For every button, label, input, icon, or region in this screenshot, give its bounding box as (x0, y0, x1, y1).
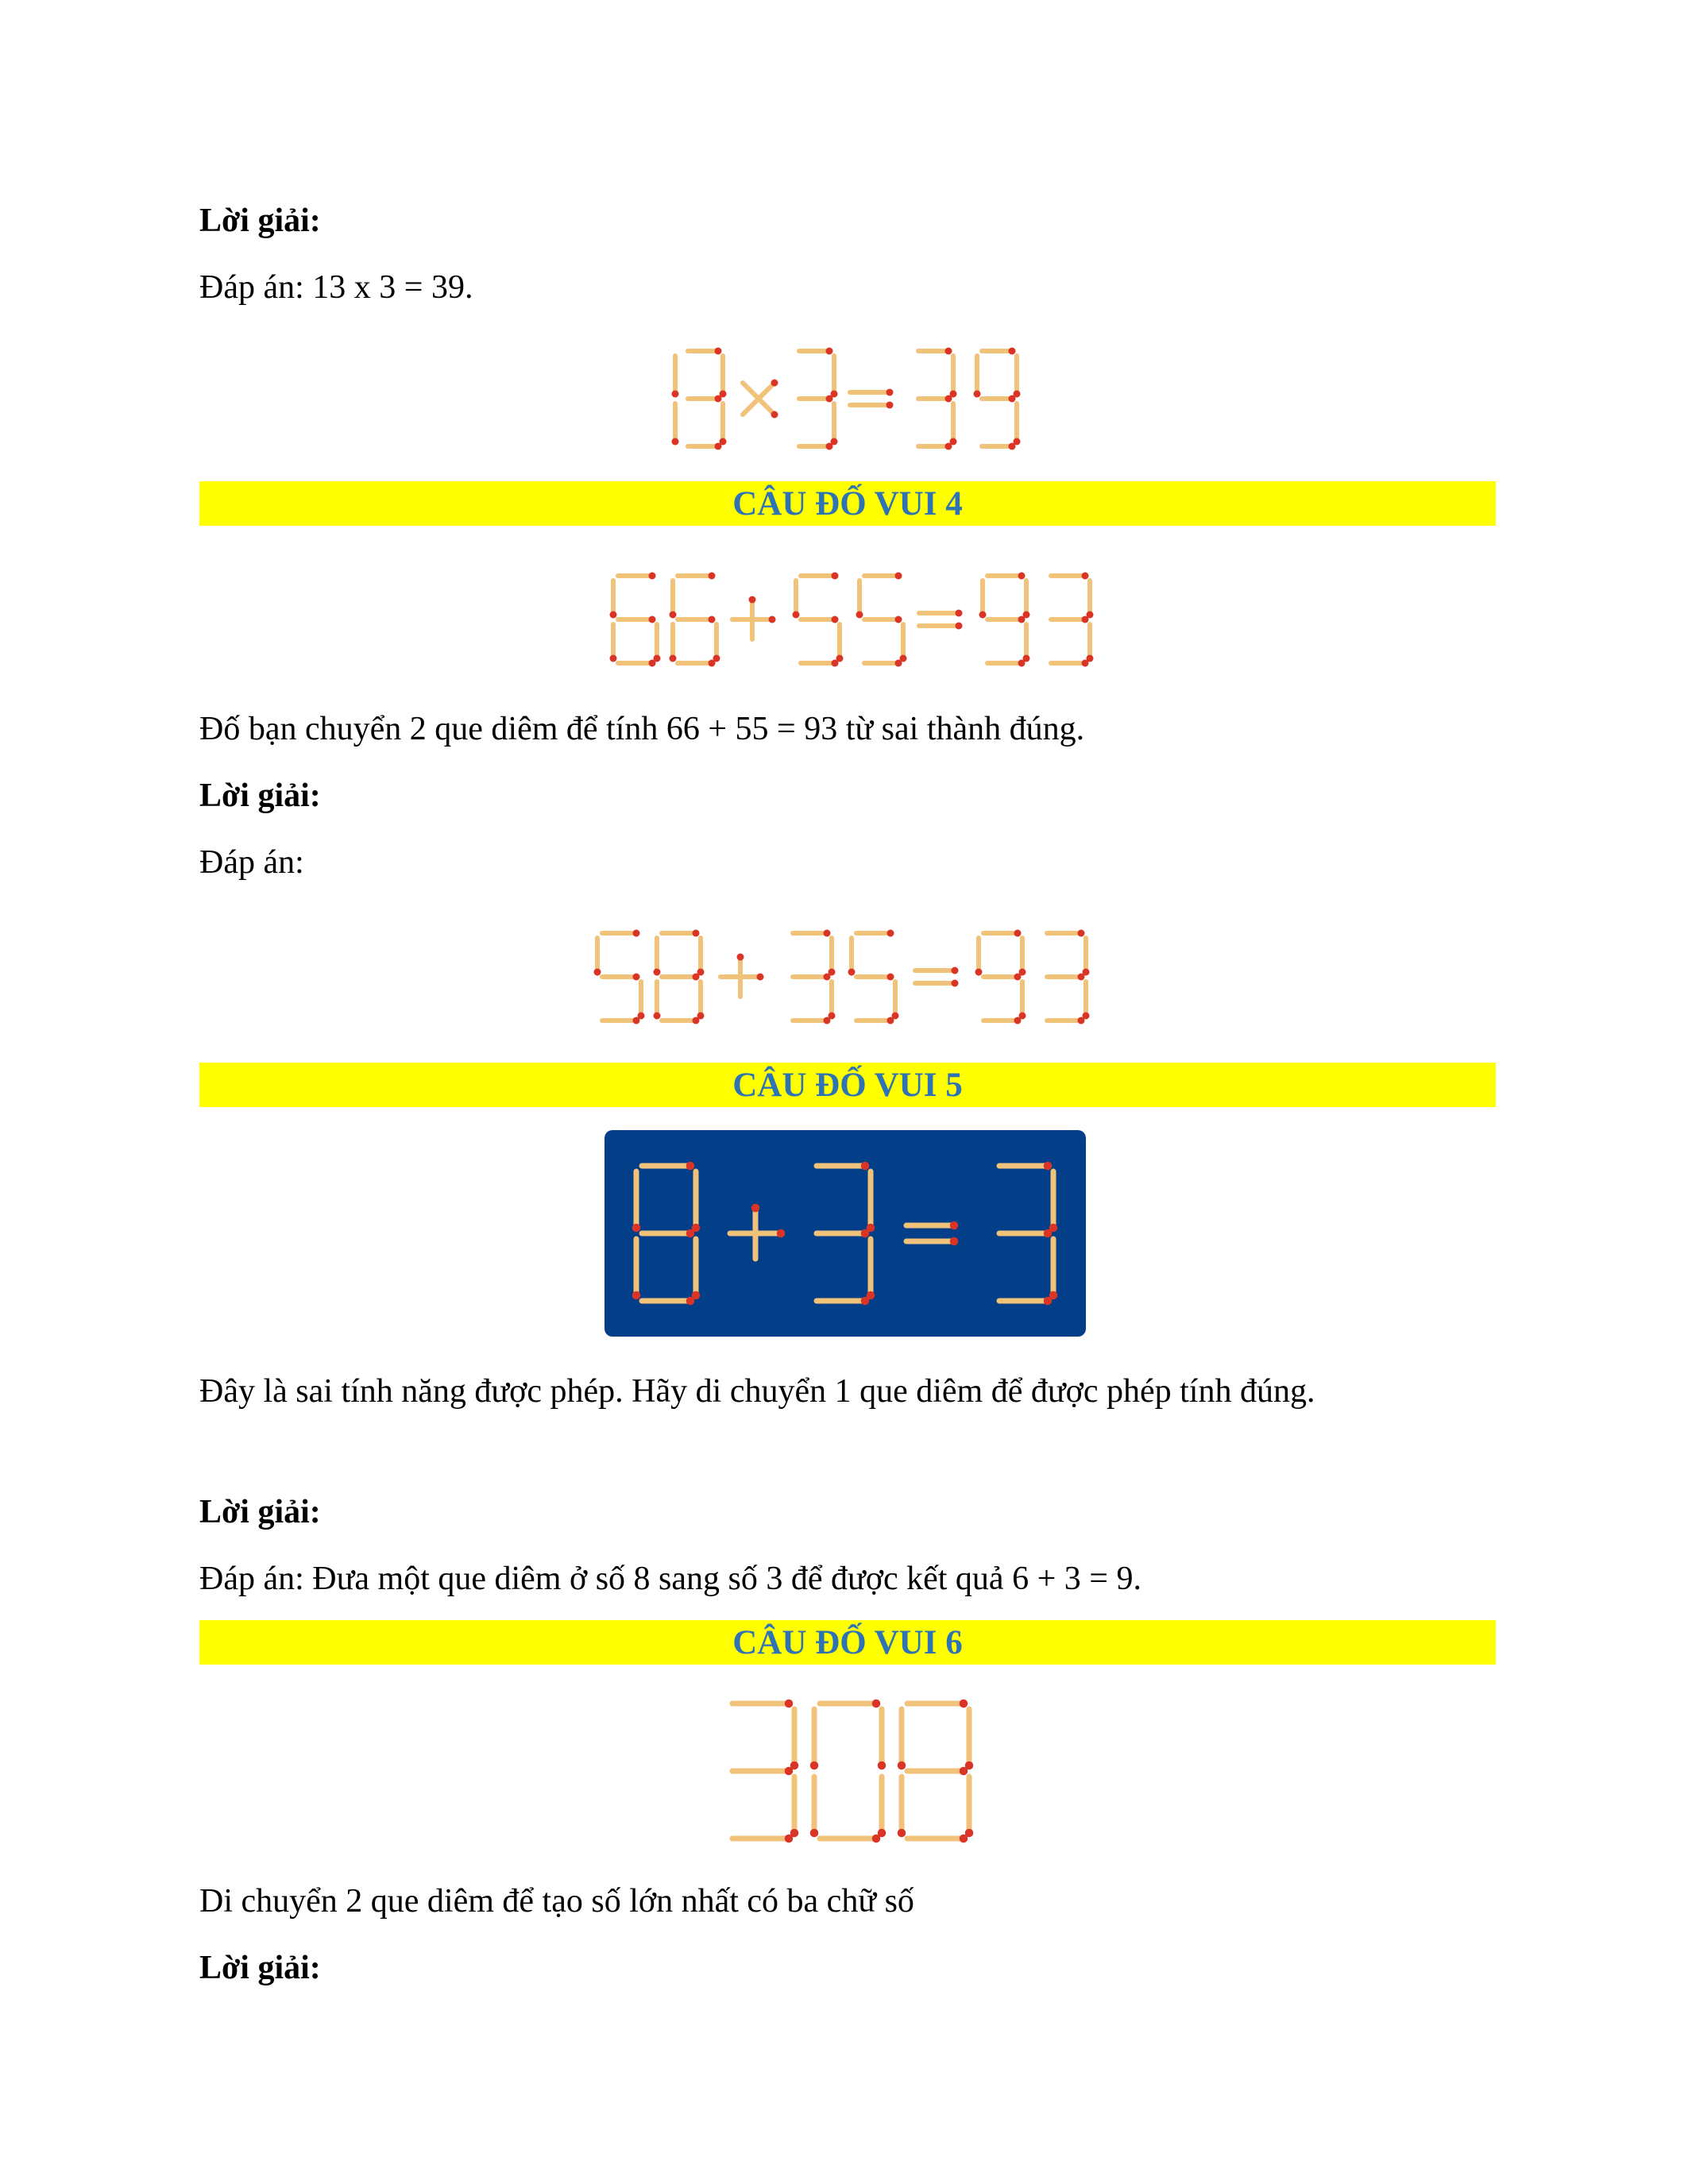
digit-3-match-head (715, 396, 722, 403)
equals-match-head (956, 623, 963, 630)
digit-9-match-head (1018, 573, 1026, 580)
digit-9-match-head (1014, 1017, 1022, 1024)
digit-5-match-head (887, 930, 894, 937)
digit-3-match-head (1082, 616, 1089, 623)
digit-8-match-head (632, 1291, 641, 1300)
digit-6-match-head (670, 612, 677, 619)
digit-3-match-head (861, 1162, 870, 1171)
digit-9-match-head (1014, 930, 1022, 937)
digit-3-match-head (1078, 930, 1085, 937)
digit-3-match-head (826, 443, 833, 450)
digit-9-match-head (1014, 974, 1022, 981)
plus-match-head (757, 974, 764, 981)
digit-5-match-head (895, 616, 902, 623)
digit-1-match-head (672, 391, 679, 398)
digit-5-match-head (633, 1017, 640, 1024)
digit-9-match-head (979, 612, 987, 619)
digit-3-match-head (861, 1297, 870, 1306)
puzzle-4-title: CÂU ĐỐ VUI 4 (199, 481, 1496, 526)
puzzle-5-title: CÂU ĐỐ VUI 5 (199, 1063, 1496, 1107)
digit-8-match-head (898, 1761, 906, 1770)
digit-8-match-head (960, 1835, 968, 1843)
digit-5-match-head (895, 573, 902, 580)
digit-9-match-head (1018, 660, 1026, 667)
digit-8-match-head (686, 1162, 695, 1171)
digit-3-match-head (1078, 1017, 1085, 1024)
digit-0-match-head (872, 1835, 881, 1843)
digit-8-match-head (654, 1013, 661, 1020)
digit-5-match-head (793, 612, 800, 619)
digit-5-match-head (895, 660, 902, 667)
digit-5-match-head (887, 1017, 894, 1024)
puzzle-4-answer-label: Đáp án: (199, 844, 304, 881)
digit-6-match-head (610, 655, 617, 662)
digit-3-match-head (824, 974, 831, 981)
equals-match-head (952, 967, 959, 974)
digit-3-match-head (824, 1017, 831, 1024)
digit-9-match-head (975, 969, 983, 976)
digit-3-match-head (715, 443, 722, 450)
digit-3-match-head (1078, 974, 1085, 981)
digit-3-match-head (1044, 1162, 1053, 1171)
digit-3-match-head (1044, 1229, 1053, 1238)
digit-5-match-head (832, 616, 839, 623)
digit-1-match-head (672, 438, 679, 446)
digit-8-match-head (960, 1767, 968, 1776)
digit-9-match-head (1018, 616, 1026, 623)
digit-9-match-head (1009, 348, 1016, 355)
digit-5-match-head (832, 660, 839, 667)
plus-match-head (737, 954, 744, 961)
equals-match-head (952, 980, 959, 987)
answer-text: Đáp án: 13 x 3 = 39. (199, 269, 473, 306)
digit-0-match-head (810, 1761, 819, 1770)
equals-match-head (950, 1237, 959, 1246)
digit-6-match-head (709, 573, 716, 580)
digit-8-match-head (686, 1297, 695, 1306)
digit-5-match-head (856, 612, 863, 619)
digit-3-match-head (826, 396, 833, 403)
matchstick-figure-58+35-93 (589, 921, 1106, 1032)
digit-3-match-head (945, 348, 952, 355)
digit-6-match-head (649, 616, 656, 623)
times-match-head (771, 411, 778, 419)
digit-5-match-head (832, 573, 839, 580)
digit-3-match-head (824, 930, 831, 937)
digit-9-match-head (974, 391, 981, 398)
matchstick-figure-13x3-39 (651, 343, 1033, 454)
digit-8-match-head (693, 930, 700, 937)
digit-0-match-head (878, 1761, 886, 1770)
puzzle-6-solution-label: Lời giải: (199, 1950, 321, 1986)
digit-3-match-head (1044, 1297, 1053, 1306)
digit-5-match-head (887, 974, 894, 981)
equals-match-head (886, 402, 894, 409)
digit-9-match-head (1009, 396, 1016, 403)
digit-9-match-head (1009, 443, 1016, 450)
digit-5-match-head (633, 930, 640, 937)
puzzle-6-title: CÂU ĐỐ VUI 6 (199, 1620, 1496, 1665)
digit-6-match-head (713, 655, 720, 662)
digit-3-match-head (826, 348, 833, 355)
plus-match-head (769, 616, 776, 623)
puzzle-5-question: Đây là sai tính năng được phép. Hãy di chuyển 1 que diêm để được phép tính đúng. (199, 1373, 1315, 1410)
plus-match-head (777, 1229, 786, 1238)
equals-match-head (950, 1221, 959, 1230)
digit-5-match-head (633, 974, 640, 981)
digit-8-match-head (654, 969, 661, 976)
digit-3-match-head (1082, 660, 1089, 667)
digit-8-match-head (693, 974, 700, 981)
puzzle-6-question: Di chuyển 2 que diêm để tạo số lớn nhất có ba chữ số (199, 1883, 914, 1920)
digit-3-match-head (861, 1229, 870, 1238)
digit-6-match-head (649, 573, 656, 580)
puzzle-4-question: Đố bạn chuyển 2 que diêm để tính 66 + 55 = 93 từ sai thành đúng. (199, 711, 1085, 747)
digit-5-match-head (848, 969, 856, 976)
digit-8-match-head (960, 1700, 968, 1708)
matchstick-figure-66+55-93 (597, 564, 1106, 675)
digit-3-match-head (715, 348, 722, 355)
puzzle-5-solution-label: Lời giải: (199, 1494, 321, 1530)
puzzle-4-solution-label: Lời giải: (199, 778, 321, 814)
digit-6-match-head (670, 655, 677, 662)
digit-6-match-head (709, 616, 716, 623)
digit-8-match-head (632, 1224, 641, 1233)
solution-label: Lời giải: (199, 203, 321, 239)
matchstick-figure-8+3-3 (605, 1130, 1086, 1337)
equals-match-head (886, 389, 894, 396)
digit-6-match-head (654, 655, 661, 662)
puzzle-5-answer: Đáp án: Đưa một que diêm ở số 8 sang số 3 để được kết quả 6 + 3 = 9. (199, 1561, 1141, 1597)
digit-3-match-head (785, 1700, 794, 1708)
digit-8-match-head (693, 1017, 700, 1024)
digit-0-match-head (872, 1700, 881, 1708)
times-match-head (771, 380, 778, 387)
equals-match-head (956, 610, 963, 617)
digit-3-match-head (785, 1767, 794, 1776)
digit-8-match-head (686, 1229, 695, 1238)
digit-0-match-head (810, 1829, 819, 1838)
digit-3-match-head (1082, 573, 1089, 580)
matchstick-figure-308 (711, 1692, 981, 1850)
digit-6-match-head (610, 612, 617, 619)
digit-3-match-head (785, 1835, 794, 1843)
digit-3-match-head (945, 443, 952, 450)
digit-3-match-head (945, 396, 952, 403)
digit-5-match-head (594, 969, 601, 976)
plus-match-head (751, 1204, 760, 1213)
plus-match-head (749, 596, 756, 604)
digit-8-match-head (898, 1829, 906, 1838)
